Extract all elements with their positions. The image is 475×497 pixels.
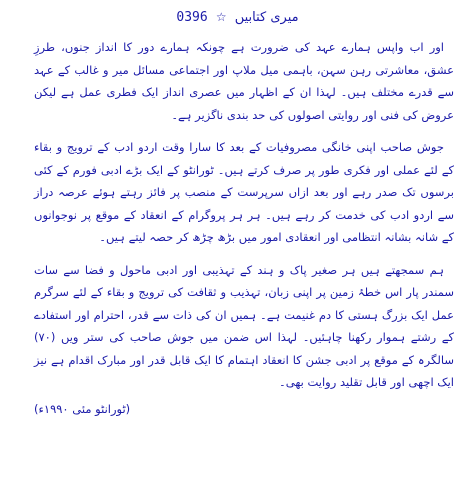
paragraph-3: ہم سمجھتے ہیں ہر صغیر پاک و ہند کے تہذیبی اور ادبی ماحول و فضا سے سات سمندر پار اس خطۂ زمین پر اپنی زبان، تہذیب و ثقافت کی ترویج و بقاء کے لئے سرگرم عمل ایک بزرگ ہستی کا دم غنیمت ہے۔ ہمیں ان کی ذات سے قدر، احترام اور استفادے کے رشتے ہموار رکھنا چاہئیں۔ لہذا اس ضمن میں جوش صاحب کی ستر ویں (۷۰) سالگرہ کے موقع پر ادبی جشن کا انعقاد اہتمام کا ایک قابل قدر اور مبارک اقدام ہے نیز ایک اچھی اور قابل تقلید روایت بھی۔ [34, 262, 454, 389]
paragraph-1: اور اب واپس ہمارے عہد کی ضرورت ہے چونکہ ہمارے دور کا انداز جنوں، طرزِ عشق، معاشرتی رہن سہن، باہمی میل ملاپ اور اجتماعی مسائل میر و غالب کے عہد سے قدرے مختلف ہیں۔ لہذا ان کے اظہار میں عصری انداز ایک فطری عمل ہے لیکن عروض کی فنی اور روایتی اصولوں کی حد بندی ناگزیر ہے۔ [34, 40, 454, 122]
page-number: 0396 [176, 10, 208, 25]
paragraph-2: جوش صاحب اپنی خانگی مصروفیات کے بعد کا سارا وقت اردو ادب کے ترویج و بقاء کے لئے عملی اور فکری طور پر صرف کرتے ہیں۔ ٹورانٹو کے ایک بڑے ادبی فورم کے کئی برسوں تک صدر رہے اور بعد ازاں سرپرست کے منصب پر فائز رہتے ہوئے عرصہ دراز سے اردو ادب کی خدمت کر رہے ہیں۔ ہر ہر پروگرام کے انعقاد کے موقع پر نوجوانوں کے شانہ بشانہ انتظامی اور انعقادی امور میں بڑھ چڑھ کر حصہ لیتے ہیں۔ [34, 140, 454, 244]
signature-line [34, 398, 454, 420]
page-header [0, 8, 475, 27]
book-title: میری کتابیں [234, 10, 299, 25]
star-icon: ☆ [215, 10, 227, 24]
article-body [34, 36, 454, 420]
signature-text: (ٹورانٹو مئی ۱۹۹۰ء) [34, 401, 131, 416]
